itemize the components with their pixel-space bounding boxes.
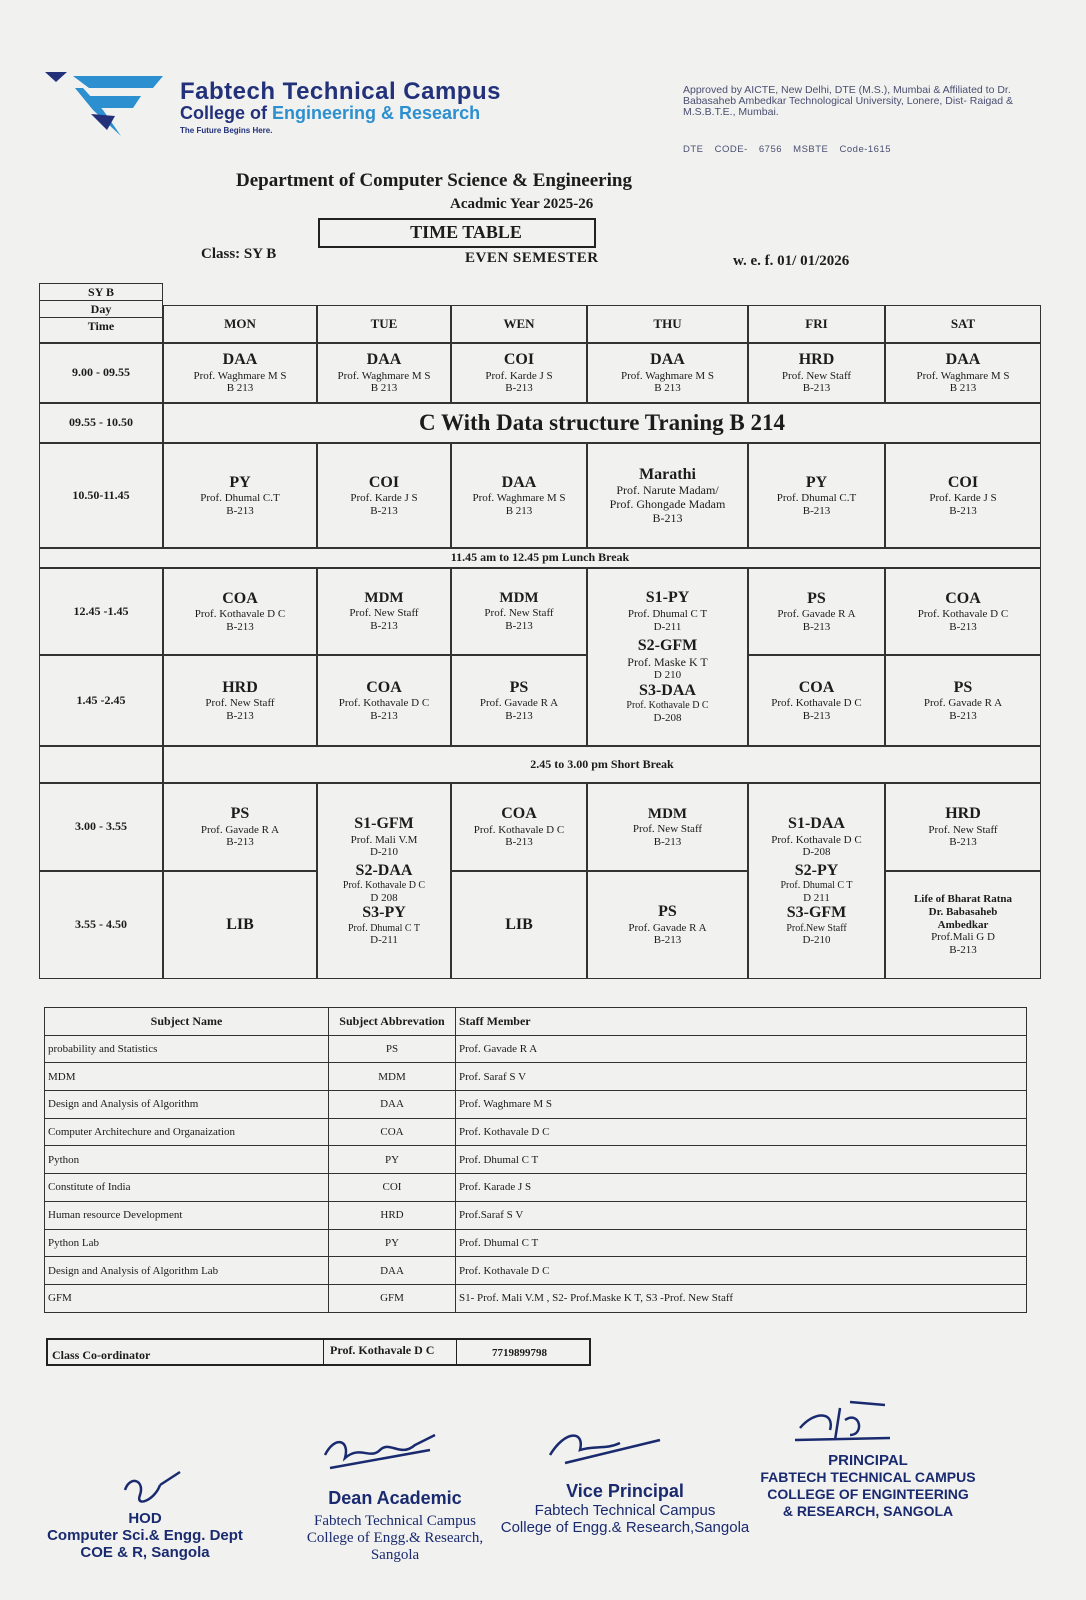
class-cell: MDM Prof. New Staff B-213 [317,568,451,655]
time-slot: 1.45 -2.45 [39,655,163,746]
class-cell: COA Prof. Kothavale D C B-213 [748,655,885,746]
effective-date: w. e. f. 01/ 01/2026 [733,253,850,269]
table-row: MDM MDM Prof. Saraf S V [45,1063,1027,1091]
class-cell: PY Prof. Dhumal C.T B-213 [748,443,885,548]
table-row: Python PY Prof. Dhumal C T [45,1146,1027,1174]
short-break-spacer [39,746,163,783]
class-cell: DAA Prof. Waghmare M S B 213 [587,343,748,403]
vice-principal-signature-icon [545,1425,665,1465]
class-cell: PS Prof. Gavade R A B-213 [451,655,587,746]
corner-header: SY B Day Time [39,283,163,343]
hod-signature-icon [120,1470,190,1510]
timetable-title: TIME TABLE [318,218,596,248]
class-cell: COA Prof. Kothavale D C B-213 [317,655,451,746]
table-row: Design and Analysis of Algorithm DAA Prof. Waghmare M S [45,1091,1027,1119]
class-cell: MDM Prof. New Staff B-213 [451,568,587,655]
time-slot: 3.00 - 3.55 [39,783,163,871]
class-cell: COA Prof. Kothavale D C B-213 [885,568,1041,655]
dean-signature: Dean Academic Fabtech Technical Campus College of Engg.& Research, Sangola [306,1488,484,1563]
day-header-fri: FRI [748,305,885,343]
class-cell: COA Prof. Kothavale D C B-213 [163,568,317,655]
department-title: Department of Computer Science & Engineering [236,170,632,191]
dte-codes: DTE CODE- 6756 MSBTE Code-1615 [683,144,892,155]
day-header-wen: WEN [451,305,587,343]
academic-year: Acadmic Year 2025-26 [450,196,594,212]
fri-lab-batch-cell: S1-DAA Prof. Kothavale D C D-208 S2-PY Prof. Dhumal C T D 211 S3-GFM Prof.New Staff D-210 [748,783,885,979]
time-slot: 09.55 - 10.50 [39,403,163,443]
approval-text: Approved by AICTE, New Delhi, DTE (M.S.), Mumbai & Affiliated to Dr. Babasaheb Ambedkar Technological University, Lonere, Dist- Raigad & M.S.B.T.E., Mumbai. [683,84,1013,118]
class-cell: HRD Prof. New Staff B-213 [163,655,317,746]
brand-block [180,78,501,135]
tagline: The Future Begins Here. [180,126,273,135]
coordinator-phone: 7719899798 [492,1347,547,1359]
thu-lab-batch-cell: S1-PY Prof. Dhumal C T D-211 S2-GFM Prof. Maske K T D 210 S3-DAA Prof. Kothavale D C D-208 [587,568,748,746]
coordinator-label: Class Co-ordinator [52,1348,151,1362]
day-header-sat: SAT [885,305,1041,343]
class-cell: COA Prof. Kothavale D C B-213 [451,783,587,871]
class-cell: LIB [451,871,587,979]
class-cell: Marathi Prof. Narute Madam/ Prof. Ghongade Madam B-213 [587,443,748,548]
class-cell: DAA Prof. Waghmare M S B 213 [885,343,1041,403]
college-name: College of Engineering & Research [180,103,481,123]
class-cell: COI Prof. Karde J S B-213 [451,343,587,403]
tue-lab-batch-cell: S1-GFM Prof. Mali V.M D-210 S2-DAA Prof. Kothavale D C D 208 S3-PY Prof. Dhumal C T D-211 [317,783,451,979]
class-cell: LIB [163,871,317,979]
hod-signature: HOD Computer Sci.& Engg. Dept COE & R, Sangola [47,1510,243,1561]
class-cell: DAA Prof. Waghmare M S B 213 [451,443,587,548]
subjects-table [44,1007,1027,1313]
class-cell: PS Prof. Gavade R A B-213 [587,871,748,979]
time-slot: 3.55 - 4.50 [39,871,163,979]
class-cell: PS Prof. Gavade R A B-213 [885,655,1041,746]
table-row: Python Lab PY Prof. Dhumal C T [45,1229,1027,1257]
training-banner: C With Data structure Traning B 214 [163,403,1041,443]
day-header-mon: MON [163,305,317,343]
campus-name: Fabtech Technical Campus [180,78,501,105]
short-break-row: 2.45 to 3.00 pm Short Break [163,746,1041,783]
table-row: Human resource Development HRD Prof.Saraf S V [45,1201,1027,1229]
subjects-header-row: Subject Name Subject Abbrevation Staff Member [45,1008,1027,1036]
class-coordinator-box [46,1338,591,1366]
table-row: GFM GFM S1- Prof. Mali V.M , S2- Prof.Maske K T, S3 -Prof. New Staff [45,1284,1027,1312]
class-cell: COI Prof. Karde J S B-213 [317,443,451,548]
divider [456,1340,457,1364]
fabtech-logo-icon [45,70,165,140]
class-cell: COI Prof. Karde J S B-213 [885,443,1041,548]
time-slot: 9.00 - 09.55 [39,343,163,403]
lunch-break-row: 11.45 am to 12.45 pm Lunch Break [39,548,1041,568]
time-slot: 12.45 -1.45 [39,568,163,655]
table-row: Computer Architechure and Organaization COA Prof. Kothavale D C [45,1118,1027,1146]
dean-signature-icon [320,1430,440,1475]
table-row: Constitute of India COI Prof. Karade J S [45,1174,1027,1202]
day-header-tue: TUE [317,305,451,343]
time-slot: 10.50-11.45 [39,443,163,548]
class-cell: Life of Bharat Ratna Dr. Babasaheb Ambedkar Prof.Mali G D B-213 [885,871,1041,979]
day-header-thu: THU [587,305,748,343]
class-cell: PY Prof. Dhumal C.T B-213 [163,443,317,548]
class-cell: PS Prof. Gavade R A B-213 [748,568,885,655]
class-cell: HRD Prof. New Staff B-213 [748,343,885,403]
class-label: Class: SY B [201,246,277,262]
principal-signature: PRINCIPAL FABTECH TECHNICAL CAMPUS COLLEGE OF ENGINTEERING & RESEARCH, SANGOLA [760,1452,976,1519]
vice-principal-signature: Vice Principal Fabtech Technical Campus College of Engg.& Research,Sangola [500,1481,750,1536]
class-cell: DAA Prof. Waghmare M S B 213 [163,343,317,403]
class-cell: DAA Prof. Waghmare M S B 213 [317,343,451,403]
coordinator-name: Prof. Kothavale D C [330,1343,435,1357]
table-row: Design and Analysis of Algorithm Lab DAA Prof. Kothavale D C [45,1257,1027,1285]
principal-signature-icon [790,1400,900,1450]
divider [323,1340,324,1364]
table-row: probability and Statistics PS Prof. Gavade R A [45,1035,1027,1063]
class-cell: MDM Prof. New Staff B-213 [587,783,748,871]
class-cell: PS Prof. Gavade R A B-213 [163,783,317,871]
semester-label: EVEN SEMESTER [465,250,599,266]
class-cell: HRD Prof. New Staff B-213 [885,783,1041,871]
timetable-grid [39,283,1041,979]
